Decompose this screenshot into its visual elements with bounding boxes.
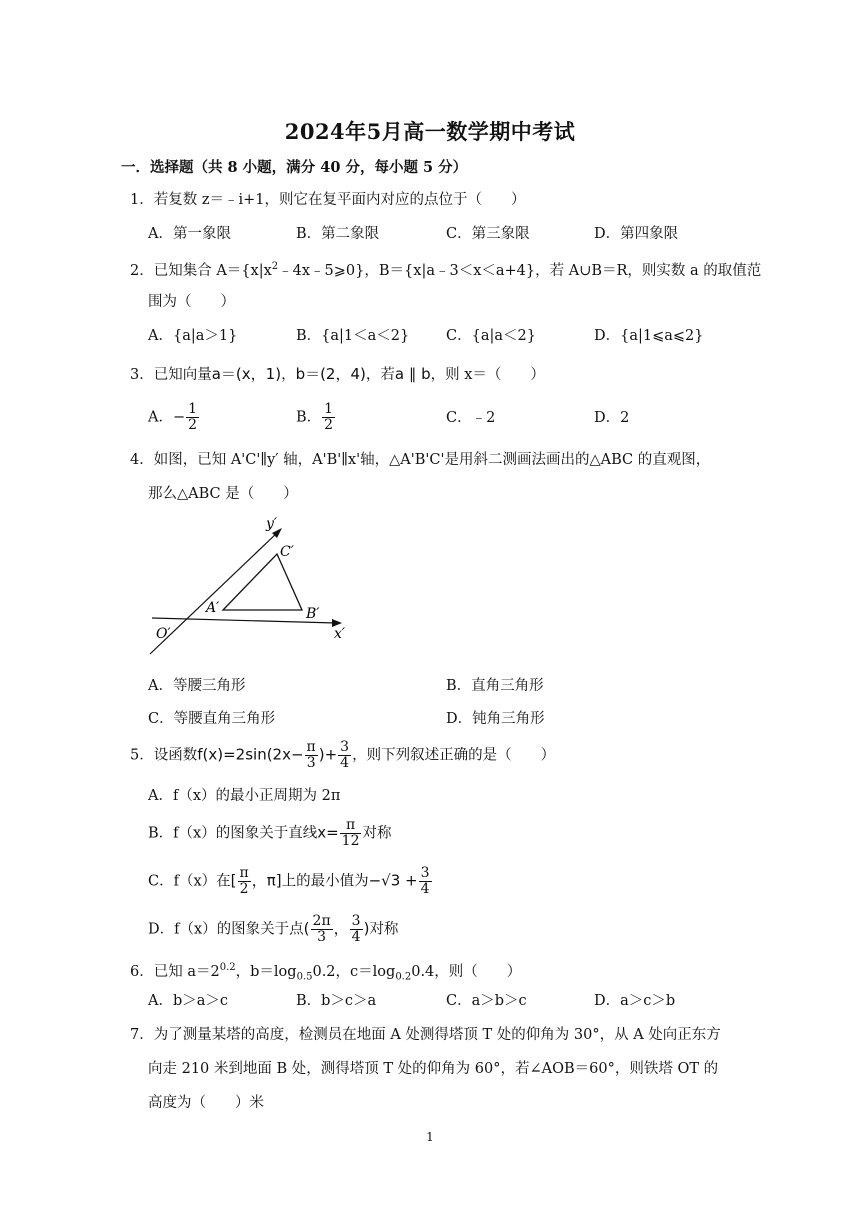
q5-func-part1: f(x)=2sin(2x− bbox=[197, 745, 304, 764]
q3-text2: ，若 bbox=[365, 367, 395, 383]
q5-d-comma: ， bbox=[333, 919, 349, 938]
q2-stem-part1: 2．已知集合 A＝{x|x bbox=[130, 262, 272, 279]
q5-c-text1: C．f（x）在 bbox=[148, 873, 231, 890]
q1-option-c: C．第三象限 bbox=[446, 226, 530, 242]
q5-three-quarters bbox=[338, 740, 351, 771]
q4-option-a: A．等腰三角形 bbox=[148, 678, 246, 694]
q5-d-den: 3 bbox=[317, 929, 327, 945]
q5-b-text2: 对称 bbox=[362, 825, 392, 842]
q7-stem-line3: 高度为（ ）米 bbox=[148, 1095, 264, 1111]
q5-b-den: 12 bbox=[341, 833, 360, 849]
q2-stem-cont: 围为（ ） bbox=[148, 294, 235, 310]
label-c: C′ bbox=[280, 544, 294, 560]
q5-b-text1: B．f（x）的图象关于直线 bbox=[148, 825, 318, 842]
parallel-expr: a ∥ b bbox=[394, 365, 431, 383]
q5-text1: 5．设函数 bbox=[130, 747, 198, 764]
vector-a: a＝(x，1) bbox=[211, 365, 282, 383]
q5-c-lbracket: [ bbox=[230, 871, 237, 890]
q3-text3: ，则 x＝（ ） bbox=[430, 367, 545, 383]
q5-c-text2: 上的最小值为 bbox=[281, 873, 369, 890]
q2-stem-part2: ﹣4x﹣5⩾0}，B＝{x|a﹣3＜x＜a+4}，若 A∪B＝R，则实数 a 的取值范 bbox=[278, 262, 762, 279]
q4-option-c: C．等腰直角三角形 bbox=[148, 711, 276, 727]
q2-superscript: 2 bbox=[271, 261, 279, 272]
q6-base2: 0.2 bbox=[395, 971, 412, 983]
q3-stem bbox=[130, 364, 545, 385]
q5-option-d bbox=[148, 914, 398, 945]
q5-pi-over-3 bbox=[305, 740, 318, 771]
q6-text1: 6．已知 a＝2 bbox=[130, 963, 220, 980]
q5-c-num: π bbox=[239, 865, 249, 881]
label-x: x′ bbox=[334, 626, 346, 642]
q5-c-den2: 4 bbox=[420, 881, 430, 897]
q6-option-b: B．b＞c＞a bbox=[296, 993, 377, 1009]
q2-option-b: B．{a|1＜a＜2} bbox=[296, 328, 410, 344]
q5-stem bbox=[130, 740, 555, 771]
triangle bbox=[223, 554, 302, 610]
q2-option-a: A．{a|a＞1} bbox=[148, 328, 238, 344]
q5-func-part2: )+ bbox=[318, 745, 338, 764]
q5-d-num: 2π bbox=[312, 913, 331, 929]
q1-option-d: D．第四象限 bbox=[594, 226, 679, 242]
q1-stem: 1．若复数 z＝﹣i+1，则它在复平面内对应的点位于（ ） bbox=[130, 192, 526, 208]
q1-option-a: A．第一象限 bbox=[148, 226, 231, 242]
q6-text3: 0.2，c＝log bbox=[312, 963, 396, 980]
q5-c-rest: ，π] bbox=[251, 871, 282, 890]
q5-d-fraction2 bbox=[350, 914, 363, 945]
q3-b-den: 2 bbox=[324, 417, 334, 433]
q5-d-fraction bbox=[311, 914, 333, 945]
q2-option-c: C．{a|a＜2} bbox=[446, 328, 536, 344]
q5-b-fraction bbox=[340, 818, 362, 849]
q3-option-d: D．2 bbox=[594, 410, 630, 426]
q3-a-fraction bbox=[186, 402, 199, 433]
q7-stem-line2: 向走 210 米到地面 B 处，测得塔顶 T 处的仰角为 60°，若∠AOB＝60°，则铁塔 OT 的 bbox=[148, 1061, 719, 1077]
vector-b: b＝(2，4) bbox=[295, 365, 366, 383]
q5-d-lparen: ( bbox=[303, 919, 310, 938]
page-title: 2024年5月高一数学期中考试 bbox=[284, 119, 576, 144]
q5-pi: π bbox=[306, 739, 316, 755]
q5-den: 4 bbox=[340, 755, 350, 771]
q3-sep: ， bbox=[281, 367, 296, 383]
q4-option-d: D．钝角三角形 bbox=[446, 711, 545, 727]
label-y: y′ bbox=[266, 516, 278, 532]
q5-text2: ，则下列叙述正确的是（ ） bbox=[352, 747, 556, 764]
q2-stem bbox=[130, 257, 761, 281]
q4-figure bbox=[140, 512, 370, 662]
q5-option-b bbox=[148, 818, 391, 849]
q5-d-den2: 4 bbox=[351, 929, 361, 945]
q5-d-rparen: ) bbox=[363, 919, 370, 938]
q5-c-den: 2 bbox=[239, 881, 249, 897]
q5-d-num2: 3 bbox=[351, 913, 361, 929]
q3-b-label: B． bbox=[296, 409, 322, 426]
q5-b-x: x= bbox=[317, 823, 339, 842]
q5-option-a: A．f（x）的最小正周期为 2π bbox=[148, 788, 341, 804]
q3-option-c: C．﹣2 bbox=[446, 410, 496, 426]
q6-text4: 0.4，则（ ） bbox=[411, 963, 522, 980]
q3-b-num: 1 bbox=[324, 401, 334, 417]
section-heading: 一．选择题（共 8 小题，满分 40 分，每小题 5 分） bbox=[121, 159, 468, 176]
q4-option-b: B．直角三角形 bbox=[446, 678, 544, 694]
q5-d-text2: 对称 bbox=[369, 921, 399, 938]
q5-c-fraction2 bbox=[419, 866, 432, 897]
label-a: A′ bbox=[206, 600, 220, 616]
q5-three: 3 bbox=[306, 755, 316, 771]
q2-option-d: D．{a|1⩽a⩽2} bbox=[594, 328, 704, 344]
q5-c-sqrt: −√3 + bbox=[368, 871, 418, 890]
q6-option-a: A．b＞a＞c bbox=[148, 993, 229, 1009]
q5-option-c bbox=[148, 866, 433, 897]
q3-text1: 3．已知向量 bbox=[130, 367, 212, 383]
q3-option-b bbox=[296, 402, 336, 433]
label-b: B′ bbox=[306, 606, 320, 622]
q6-exp: 0.2 bbox=[219, 962, 236, 973]
q6-option-c: C．a＞b＞c bbox=[446, 993, 527, 1009]
q5-c-fraction bbox=[238, 866, 251, 897]
q4-stem: 4．如图，已知 A'C'∥y′ 轴，A'B'∥x'轴，△A'B'C'是用斜二测画法画出的△ABC 的直观图， bbox=[130, 452, 711, 468]
q7-stem-line1: 7．为了测量某塔的高度，检测员在地面 A 处测得塔顶 T 处的仰角为 30°，从 A 处向正东方 bbox=[130, 1027, 721, 1043]
q6-option-d: D．a＞c＞b bbox=[594, 993, 676, 1009]
label-o: O′ bbox=[156, 626, 171, 642]
q3-option-a bbox=[148, 402, 200, 433]
q6-stem bbox=[130, 958, 521, 988]
q6-base1: 0.5 bbox=[296, 971, 313, 983]
q5-num: 3 bbox=[340, 739, 350, 755]
q5-d-text1: D．f（x）的图象关于点 bbox=[148, 921, 304, 938]
q5-c-num2: 3 bbox=[420, 865, 430, 881]
q4-stem-cont: 那么△ABC 是（ ） bbox=[148, 486, 298, 502]
q5-b-num: π bbox=[340, 818, 362, 834]
q3-b-fraction bbox=[322, 402, 335, 433]
q3-a-sign: − bbox=[172, 409, 186, 426]
q3-a-num: 1 bbox=[188, 401, 198, 417]
page-number: 1 bbox=[426, 1130, 434, 1144]
q1-option-b: B．第二象限 bbox=[296, 226, 380, 242]
q6-text2: ，b＝log bbox=[235, 963, 297, 980]
q3-a-den: 2 bbox=[188, 417, 198, 433]
q3-a-label: A． bbox=[148, 409, 173, 426]
